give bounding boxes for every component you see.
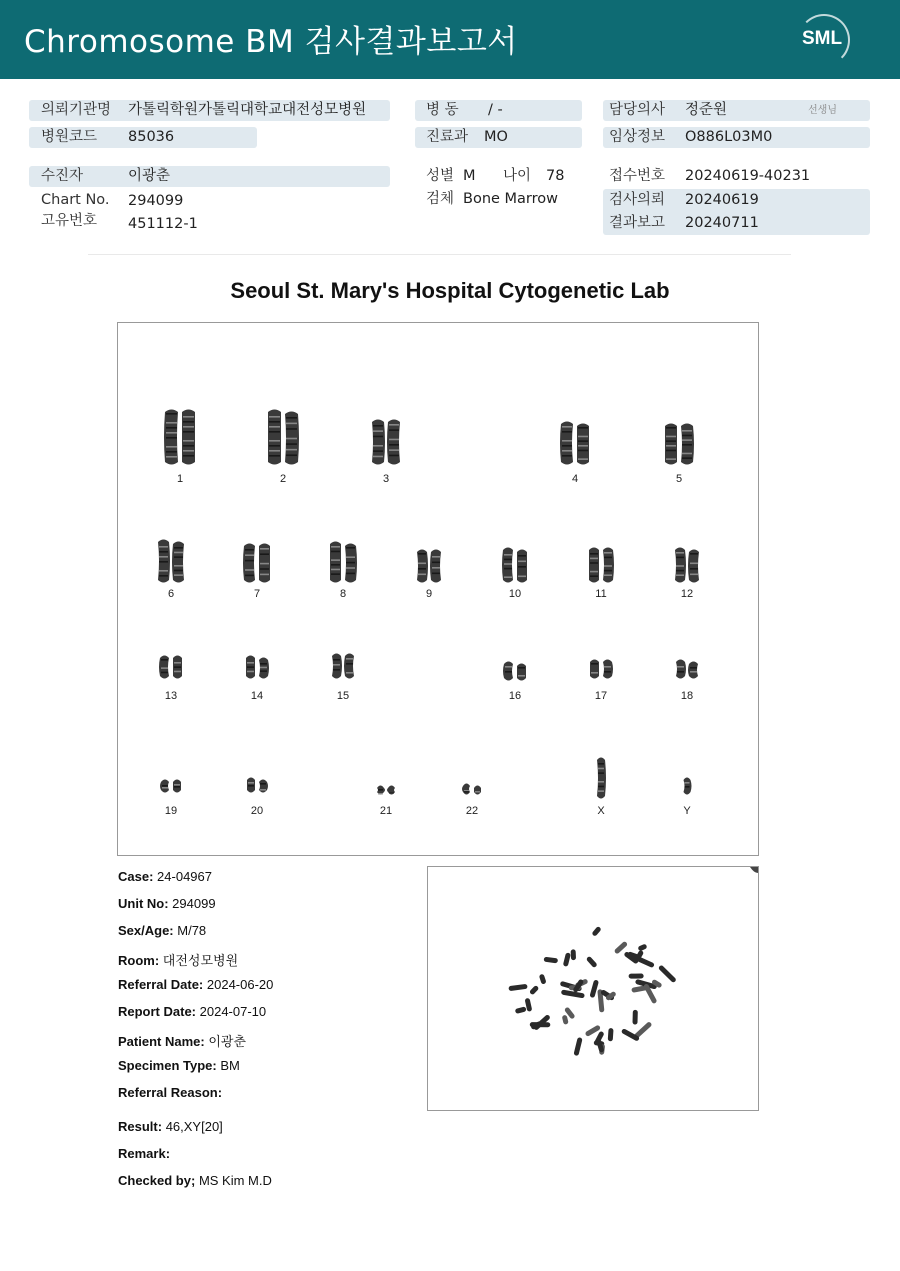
unique-label: 고유번호 — [41, 213, 98, 229]
chromosome-pair-drawing — [263, 405, 303, 469]
metaphase-chromosome — [544, 957, 559, 964]
chromosome-label: 18 — [680, 690, 694, 702]
chromosome-pair-22 — [452, 779, 492, 799]
referral-date-label: Referral Date: — [118, 977, 204, 992]
chromosome-pair-18 — [667, 655, 707, 683]
chromosome-label: 4 — [571, 473, 579, 485]
institution-value: 가톨릭학원가톨릭대학교대전성모병원 — [128, 102, 367, 118]
chromosome-pair-drawing — [495, 543, 535, 587]
request-label: 검사의뢰 — [609, 192, 666, 208]
section-divider — [88, 254, 791, 255]
chromosome-label: 12 — [680, 588, 694, 600]
patient-row — [29, 166, 390, 187]
chromosome-label: Y — [683, 805, 691, 817]
chromosome-pair-4 — [555, 417, 595, 469]
report-label: 결과보고 — [609, 215, 666, 231]
chromosome-pair-5 — [659, 419, 699, 469]
chromosome-pair-13 — [151, 651, 191, 683]
chromosome-pair-14 — [237, 651, 277, 683]
hospital-code-label: 병원코드 — [41, 129, 98, 145]
metaphase-chromosome — [562, 1015, 569, 1025]
metaphase-chromosome — [589, 979, 599, 998]
chromosome-pair-x — [581, 753, 621, 803]
metaphase-chromosome — [508, 984, 527, 991]
chromosome-pair-3 — [366, 415, 406, 469]
sex-label: 성별 — [426, 168, 455, 184]
accession-value: 20240619-40231 — [685, 168, 811, 184]
remark-line — [118, 1146, 170, 1161]
chromosome-label: 21 — [379, 805, 393, 817]
accession-label: 접수번호 — [609, 168, 666, 184]
metaphase-chromosome — [591, 926, 601, 937]
referral-reason-label: Referral Reason: — [118, 1085, 223, 1100]
report-date-label: Report Date: — [118, 1004, 197, 1019]
chromosome-pair-drawing — [667, 655, 707, 683]
karyogram — [117, 322, 759, 856]
chromosome-pair-6 — [151, 535, 191, 587]
chromosome-pair-drawing — [323, 649, 363, 683]
chromosome-pair-drawing — [409, 545, 449, 587]
lab-title: Seoul St. Mary's Hospital Cytogenetic Lab — [230, 278, 670, 303]
chromosome-pair-drawing — [581, 655, 621, 683]
chromosome-pair-10 — [495, 543, 535, 587]
chromosome-pair-drawing — [667, 773, 707, 799]
chromosome-pair-drawing — [151, 651, 191, 683]
chromosome-pair-drawing — [581, 753, 621, 803]
metaphase-chromosome — [658, 964, 677, 983]
chromosome-pair-drawing — [555, 417, 595, 469]
age-label: 나이 — [503, 168, 532, 184]
corner-mark — [750, 867, 758, 873]
sexage-value: M/78 — [177, 923, 207, 938]
patient-label: 수진자 — [41, 168, 84, 184]
result-label: Result: — [118, 1119, 163, 1134]
chromosome-pair-16 — [495, 657, 535, 685]
report-title: Chromosome BM 검사결과보고서 — [24, 24, 518, 60]
chromosome-pair-19 — [151, 775, 191, 797]
referral-date-value: 2024-06-20 — [206, 977, 274, 992]
hospital-code-value: 85036 — [128, 129, 175, 145]
chromosome-pair-11 — [581, 543, 621, 587]
chromosome-pair-15 — [323, 649, 363, 683]
unique-value: 451112-1 — [128, 216, 198, 232]
chromosome-pair-drawing — [237, 651, 277, 683]
chromosome-pair-drawing — [323, 537, 363, 587]
report-date-line — [118, 1004, 266, 1019]
chromosome-pair-8 — [323, 537, 363, 587]
report-date-value: 2024-07-10 — [199, 1004, 267, 1019]
metaphase-chromosome — [539, 974, 547, 985]
metaphase-chromosome — [637, 943, 647, 951]
chromosome-pair-2 — [263, 405, 303, 469]
metaphase-chromosome — [561, 989, 585, 998]
chart-value: 294099 — [128, 193, 184, 209]
metaphase-chromosome — [571, 949, 576, 960]
chromosome-pair-drawing — [366, 415, 406, 469]
chromosome-label: 19 — [164, 805, 178, 817]
chromosome-label: 15 — [336, 690, 350, 702]
result-line — [118, 1119, 223, 1134]
ward-label: 병 동 — [426, 102, 459, 118]
sex-value: M — [463, 168, 476, 184]
chromosome-pair-21 — [366, 781, 406, 799]
patient-value: 이광춘 — [128, 168, 171, 184]
chromosome-label: 11 — [595, 588, 607, 600]
specimen-type-line — [118, 1058, 240, 1073]
doctor-label: 담당의사 — [609, 102, 666, 118]
room-label: Room: — [118, 953, 160, 968]
chromosome-pair-drawing — [667, 543, 707, 587]
chromosome-label: 22 — [465, 805, 479, 817]
report-value: 20240711 — [685, 215, 759, 231]
case-label: Case: — [118, 869, 154, 884]
chromosome-pair-12 — [667, 543, 707, 587]
referral-date-line — [118, 977, 273, 992]
checked-line — [118, 1173, 272, 1188]
chromosome-pair-7 — [237, 539, 277, 587]
report-header — [0, 0, 900, 79]
chromosome-label: 14 — [250, 690, 264, 702]
specimen-label: 검체 — [426, 191, 455, 207]
metaphase-chromosome — [563, 952, 571, 967]
chromosome-pair-drawing — [366, 781, 406, 799]
referral-reason-line — [118, 1085, 222, 1100]
doctor-value: 정준원 — [685, 102, 728, 118]
chromosome-label: 17 — [594, 690, 608, 702]
chromosome-pair-20 — [237, 773, 277, 797]
department-value: MO — [484, 129, 508, 145]
chromosome-pair-drawing — [160, 405, 200, 469]
chromosome-label: 5 — [675, 473, 683, 485]
ward-value: / - — [488, 102, 503, 118]
chromosome-label: 10 — [508, 588, 522, 600]
request-value: 20240619 — [685, 192, 759, 208]
chromosome-pair-drawing — [452, 779, 492, 799]
chromosome-label: 2 — [279, 473, 287, 485]
clinical-label: 임상정보 — [609, 129, 666, 145]
chromosome-label: 8 — [339, 588, 347, 600]
metaphase-chromosome — [632, 1010, 637, 1025]
unit-label: Unit No: — [118, 896, 169, 911]
specimen-type-value: BM — [220, 1058, 240, 1073]
specimen-value: Bone Marrow — [463, 191, 559, 207]
logo-text: SML — [802, 28, 843, 49]
doctor-suffix: 선생님 — [808, 105, 837, 116]
chromosome-label: 3 — [382, 473, 390, 485]
sexage-line — [118, 923, 206, 938]
metaphase-chromosome — [586, 956, 598, 969]
metaphase-chromosome — [515, 1006, 527, 1014]
chromosome-pair-drawing — [495, 657, 535, 685]
chromosome-label: 16 — [508, 690, 522, 702]
room-value: 대전성모병원 — [162, 953, 239, 968]
age-value: 78 — [546, 168, 565, 184]
patient-name-value: 이광춘 — [208, 1034, 247, 1049]
chromosome-label: 1 — [176, 473, 184, 485]
chromosome-pair-drawing — [151, 535, 191, 587]
chart-label: Chart No. — [41, 192, 110, 208]
unit-value: 294099 — [172, 896, 216, 911]
department-label: 진료과 — [426, 129, 469, 145]
chromosome-label: 6 — [167, 588, 175, 600]
room-line — [118, 950, 238, 969]
sml-logo — [796, 12, 856, 68]
case-line — [118, 869, 212, 884]
chromosome-pair-drawing — [237, 539, 277, 587]
chromosome-label: X — [597, 805, 605, 817]
patient-name-label: Patient Name: — [118, 1034, 205, 1049]
checked-value: MS Kim M.D — [198, 1173, 272, 1188]
chromosome-label: 9 — [425, 588, 433, 600]
chromosome-pair-drawing — [151, 775, 191, 797]
case-value: 24-04967 — [157, 869, 212, 884]
chromosome-pair-9 — [409, 545, 449, 587]
chromosome-pair-drawing — [237, 773, 277, 797]
patient-name-line — [118, 1031, 246, 1050]
unit-line — [118, 896, 216, 911]
chromosome-label: 20 — [250, 805, 264, 817]
chromosome-pair-drawing — [659, 419, 699, 469]
metaphase-chromosome — [608, 1028, 614, 1041]
specimen-type-label: Specimen Type: — [118, 1058, 217, 1073]
metaphase-spread — [428, 867, 758, 1110]
chromosome-label: 13 — [164, 690, 178, 702]
remark-label: Remark: — [118, 1146, 171, 1161]
chromosome-pair-drawing — [581, 543, 621, 587]
chromosome-pair-1 — [160, 405, 200, 469]
clinical-value: O886L03M0 — [685, 129, 773, 145]
result-value: 46,XY[20] — [165, 1119, 223, 1134]
metaphase-image — [427, 866, 759, 1111]
chromosome-pair-17 — [581, 655, 621, 683]
checked-label: Checked by; — [118, 1173, 196, 1188]
chromosome-label: 7 — [253, 588, 261, 600]
metaphase-chromosome — [629, 973, 644, 978]
institution-label: 의뢰기관명 — [41, 102, 112, 118]
metaphase-chromosome — [529, 985, 539, 996]
metaphase-chromosome — [573, 1037, 582, 1056]
sexage-label: Sex/Age: — [118, 923, 174, 938]
chromosome-pair-y — [667, 773, 707, 799]
